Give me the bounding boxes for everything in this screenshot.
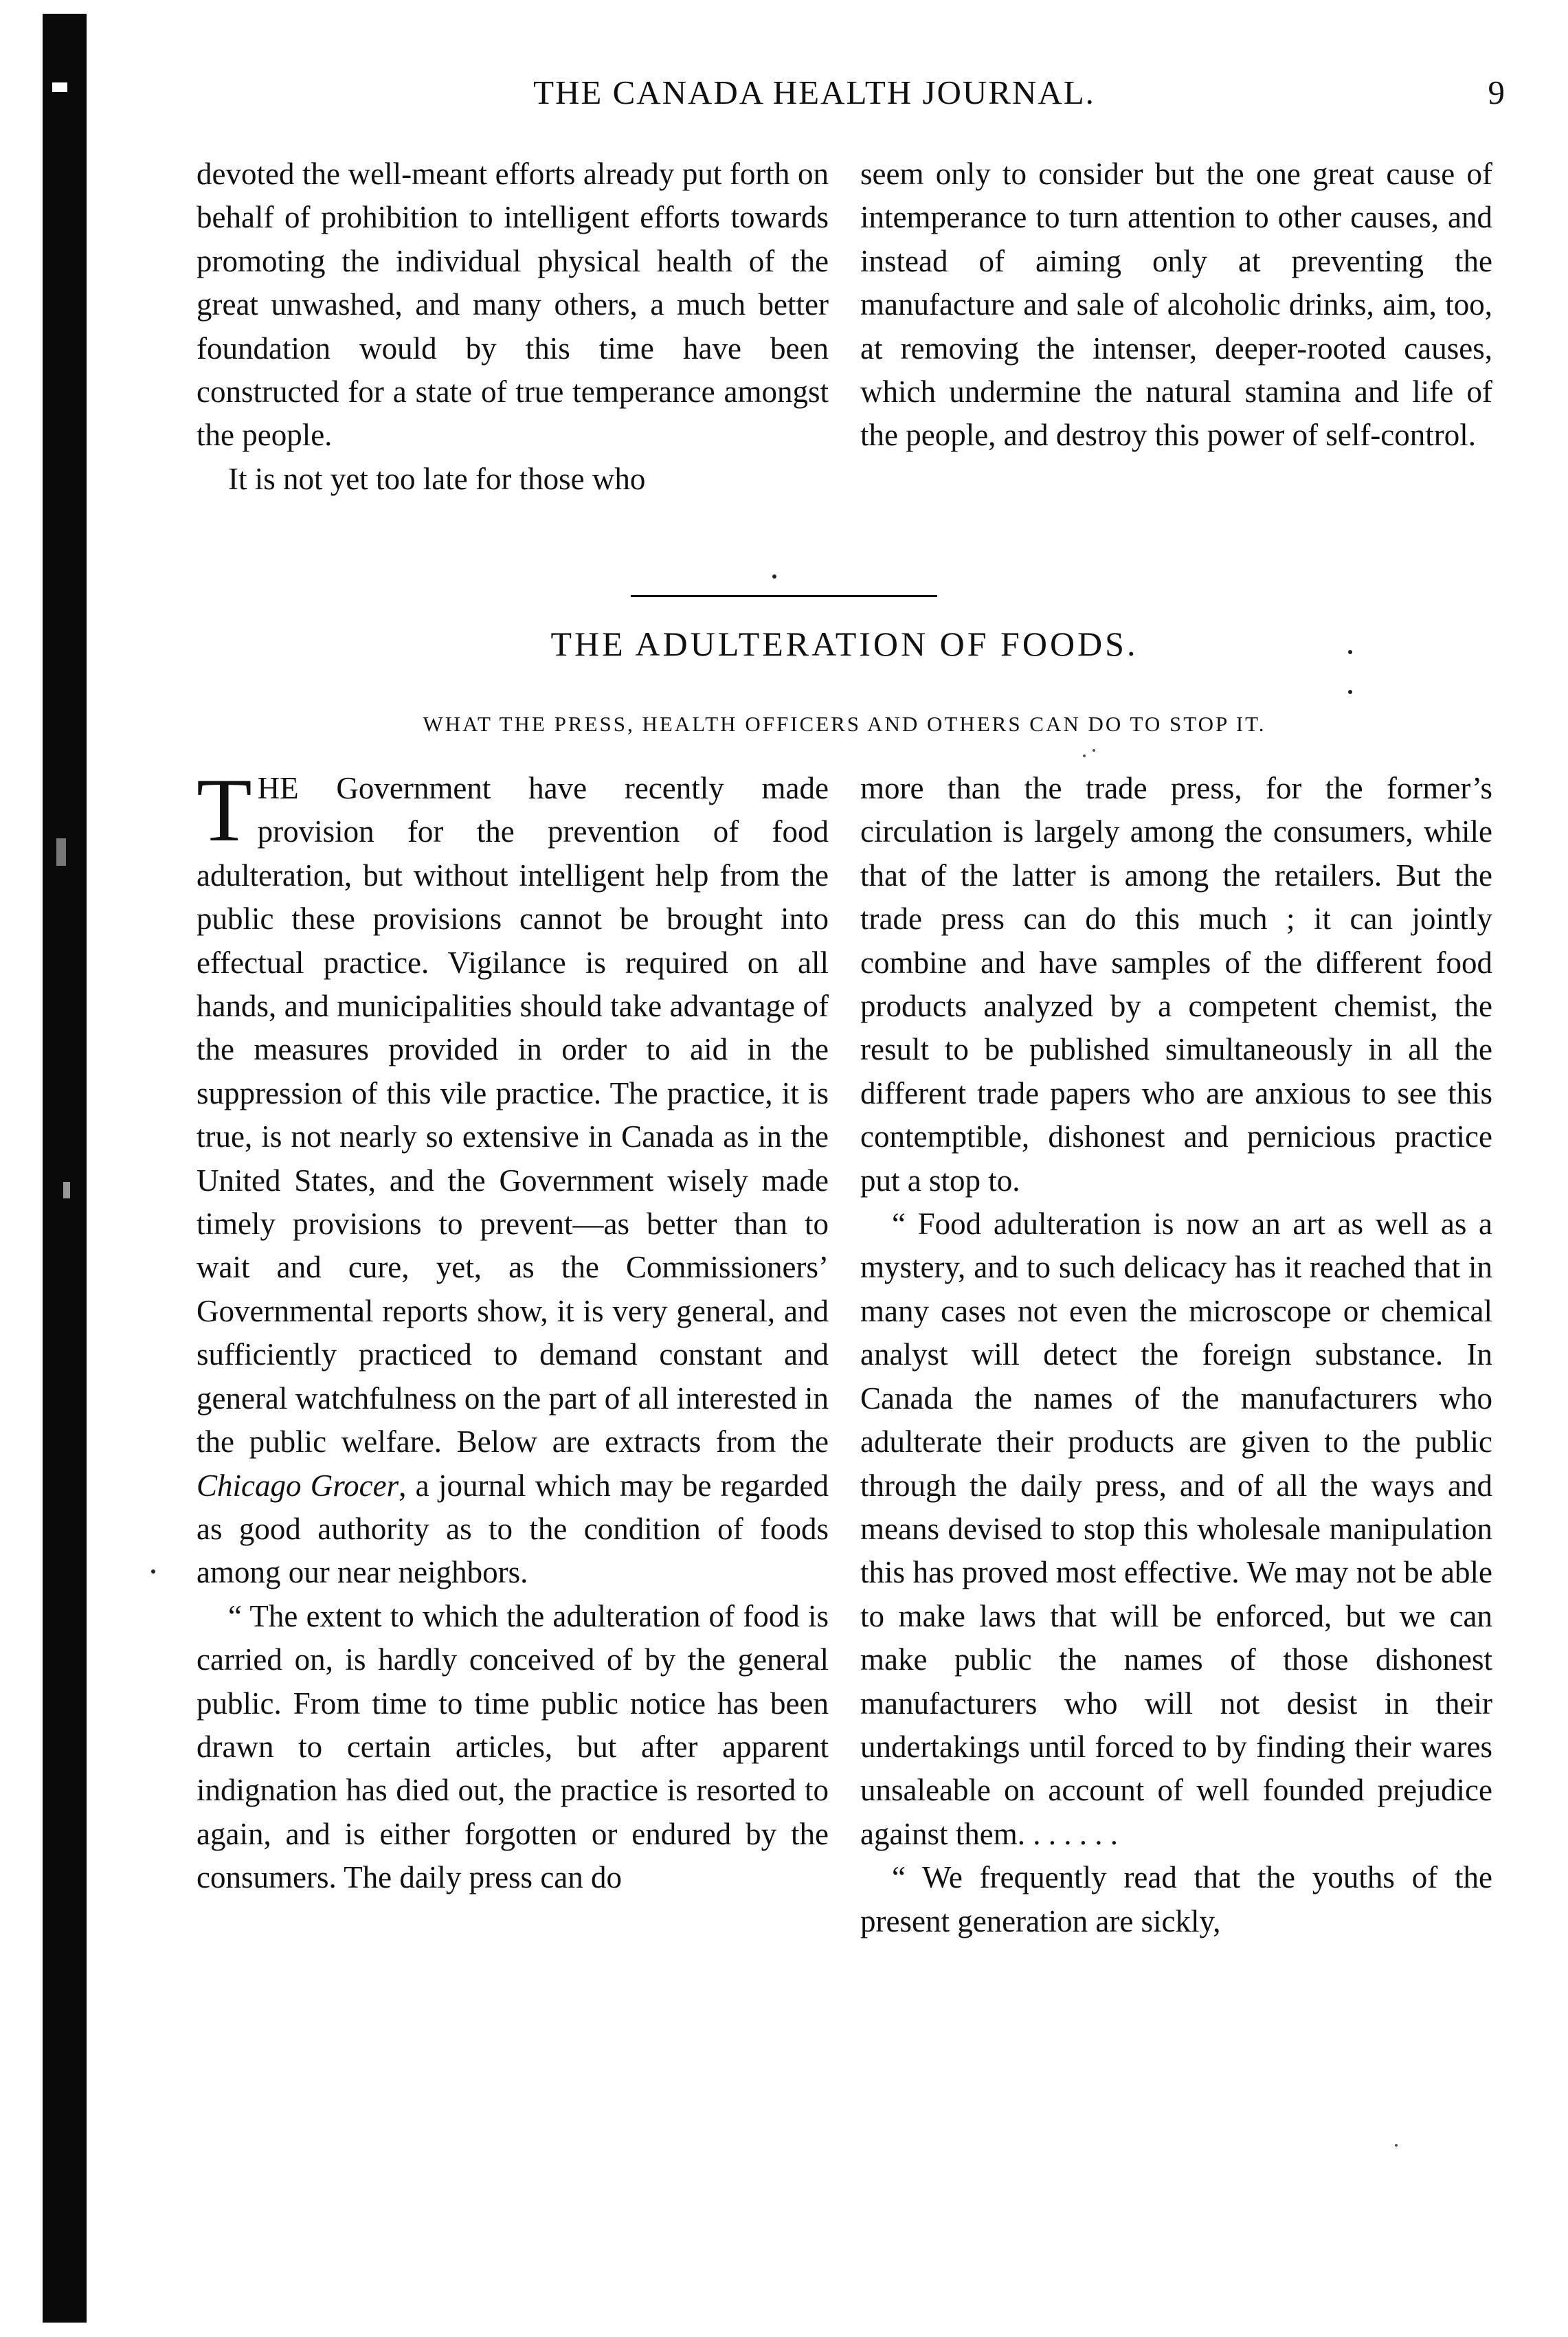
paragraph: “ Food adulteration is now an art as well as a mystery, and to such delicacy has it reached that in many cases not even the microscope or chemical analyst will detect the foreign substance. In Canada the names of the manufacturers who adulterate their products are given to the public through the daily press, and of all the ways and means devised to stop this wholesale manipulation this has proved most effective. We may not be able to make laws that will be enforced, but we can make public the names of those dishonest manufacturers who will not desist in their undertakings until forced to by finding their wares unsaleable on account of well founded prejudice against them. . . . . . . — [860, 1207, 1492, 1851]
article-subtitle: WHAT THE PRESS, HEALTH OFFICERS AND OTHERS CAN DO TO STOP IT. — [423, 712, 1266, 736]
paragraph: “ We frequently read that the youths of the present generation are sickly, — [860, 1860, 1492, 1938]
article-right-column — [860, 767, 1492, 1943]
print-speck — [1093, 749, 1095, 752]
paragraph-text: , a journal which may be regarded as good authority as to the condition of foods among our near neighbors. — [197, 1468, 829, 1590]
article-title: THE ADULTERATION OF FOODS. — [550, 625, 1139, 663]
journal-title: THE CANADA HEALTH JOURNAL. — [533, 74, 1095, 111]
spine-mark — [63, 1182, 70, 1198]
print-speck — [1348, 650, 1352, 654]
print-speck — [1083, 754, 1086, 757]
print-speck — [1348, 690, 1352, 694]
paragraph: It is not yet too late for those who — [228, 461, 646, 496]
paragraph: devoted the well-meant efforts already put forth on behalf of prohibition to intelligent efforts towards promoting the individual physical health of the great unwashed, and many others, a much better foundation would by this time have been constructed for a state of true temperance amongst the people. — [197, 157, 829, 453]
spine-mark — [56, 838, 66, 866]
continued-text-right-column — [860, 153, 1492, 458]
article-left-column — [197, 759, 829, 1900]
paragraph — [197, 759, 829, 1595]
paragraph: more than the trade press, for the former’s circulation is largely among the consumers, while that of the latter is among the retailers. But the trade press can do this much ; it can jointly combine and have samples of the different food products analyzed by a competent chemist, the result to be published simultaneously in all the different trade papers who are anxious to see this contemptible, dishonest and pernicious practice put a stop to. — [860, 771, 1492, 1198]
print-speck — [1395, 2144, 1398, 2147]
paragraph: seem only to consider but the one great cause of intemperance to turn attention to other causes, and instead of aiming only at preventing the manufacture and sale of alcoholic drinks, aim, too, at removing the intenser, deeper-rooted causes, which undermine the natural stamina and life of the people, and destroy this power of self-control. — [860, 157, 1492, 453]
paragraph-text: HE Government have recently made provision for the prevention of food adulteration, but without intelligent help from the public these provisions cannot be brought into effectual practice. Vigilance is required on all hands, and municipalities should take advantage of the measures provided in order to aid in the suppression of this vile practice. The practice, it is true, is not nearly so extensive in Canada as in the United States, and the Government wisely made timely provisions to prevent—as better than to wait and cure, yet, as the Commissioners’ Governmental reports show, it is very general, and sufficiently practiced to demand constant and general watchfulness on the part of all interested in the public welfare. Below are extracts from the — [197, 771, 829, 1460]
continued-text-left-column — [197, 153, 829, 501]
page-number: 9 — [1488, 74, 1505, 111]
drop-cap: T — [197, 759, 252, 860]
print-speck — [772, 574, 776, 579]
print-speck — [151, 1569, 155, 1574]
section-divider-rule — [631, 595, 937, 597]
publication-name: Chicago Grocer — [197, 1468, 399, 1503]
spine-mark — [52, 82, 67, 92]
paragraph: “ The extent to which the adulteration of food is carried on, is hardly conceived of by the general public. From time to time public notice has been drawn to certain articles, but after apparent indignation has died out, the practice is resorted to again, and is either forgotten or endured by the consumers. The daily press can do — [197, 1598, 829, 1895]
book-spine-shadow — [43, 14, 87, 2323]
